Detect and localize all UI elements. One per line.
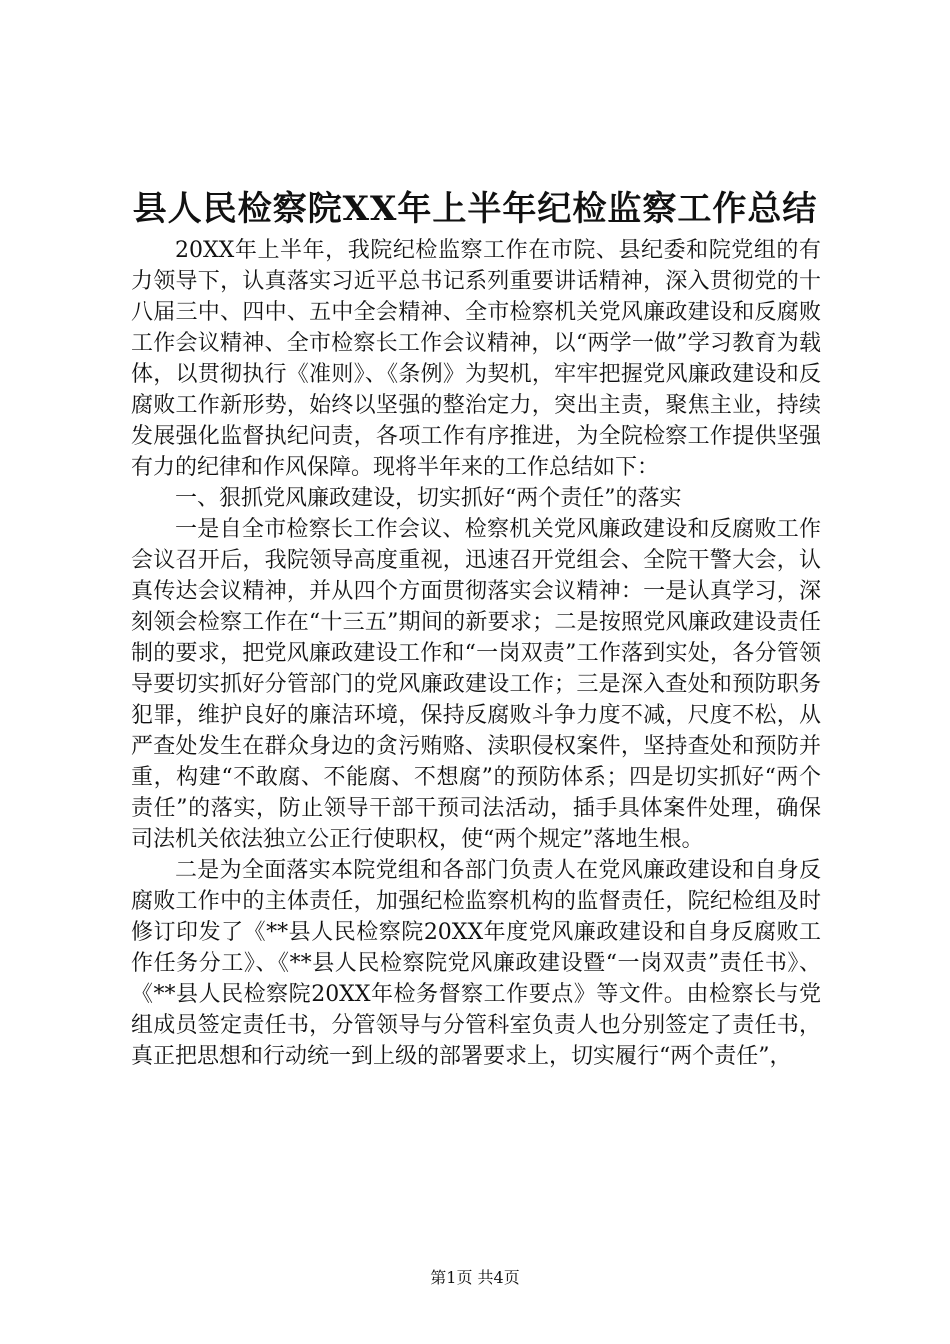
paragraph-item-1: 一是自全市检察长工作会议、检察机关党风廉政建设和反腐败工作会议召开后，我院领导高度重视，迅速召开党组会、全院干警大会，认真传达会议精神，并从四个方面贯彻落实会议精神：一是认真学习，深刻领会检察工作在“十三五”期间的新要求；二是按照党风廉政建设责任制的要求，把党风廉政建设工作和“一岗双责”工作落到实处，各分管领导要切实抓好分管部门的党风廉政建设工作；三是深入查处和预防职务犯罪，维护良好的廉洁环境，保持反腐败斗争力度不减，尺度不松，从严查处发生在群众身边的贪污贿赂、渎职侵权案件，坚持查处和预防并重，构建“不敢腐、不能腐、不想腐”的预防体系；四是切实抓好“两个责任”的落实，防止领导干部干预司法活动，插手具体案件处理，确保司法机关依法独立公正行使职权，使“两个规定”落地生根。 <box>131 517 821 852</box>
paragraph-item-2: 二是为全面落实本院党组和各部门负责人在党风廉政建设和自身反腐败工作中的主体责任，加强纪检监察机构的监督责任，院纪检组及时修订印发了《**县人民检察院20XX年度党风廉政建设和自身反腐败工作任务分工》、《**县人民检察院党风廉政建设暨“一岗双责”责任书》、《**县人民检察院20XX年检务督察工作要点》等文件。由检察长与党组成员签定责任书，分管领导与分管科室负责人也分别签定了责任书，真正把思想和行动统一到上级的部署要求上，切实履行“两个责任”， <box>131 858 821 1069</box>
section-heading-1: 一、狠抓党风廉政建设，切实抓好“两个责任”的落实 <box>175 486 682 511</box>
document-title: 县人民检察院XX年上半年纪检监察工作总结 <box>132 189 818 229</box>
page-number-footer: 第1页 共4页 <box>430 1268 520 1287</box>
paragraph-intro: 20XX年上半年，我院纪检监察工作在市院、县纪委和院党组的有力领导下，认真落实习近平总书记系列重要讲话精神，深入贯彻党的十八届三中、四中、五中全会精神、全市检察机关党风廉政建设和反腐败工作会议精神、全市检察长工作会议精神，以“两学一做”学习教育为载体，以贯彻执行《准则》、《条例》为契机，牢牢把握党风廉政建设和反腐败工作新形势，始终以坚强的整治定力，突出主责，聚焦主业，持续发展强化监督执纪问责，各项工作有序推进，为全院检察工作提供坚强有力的纪律和作风保障。现将半年来的工作总结如下： <box>131 238 821 480</box>
document-body <box>131 235 821 1072</box>
